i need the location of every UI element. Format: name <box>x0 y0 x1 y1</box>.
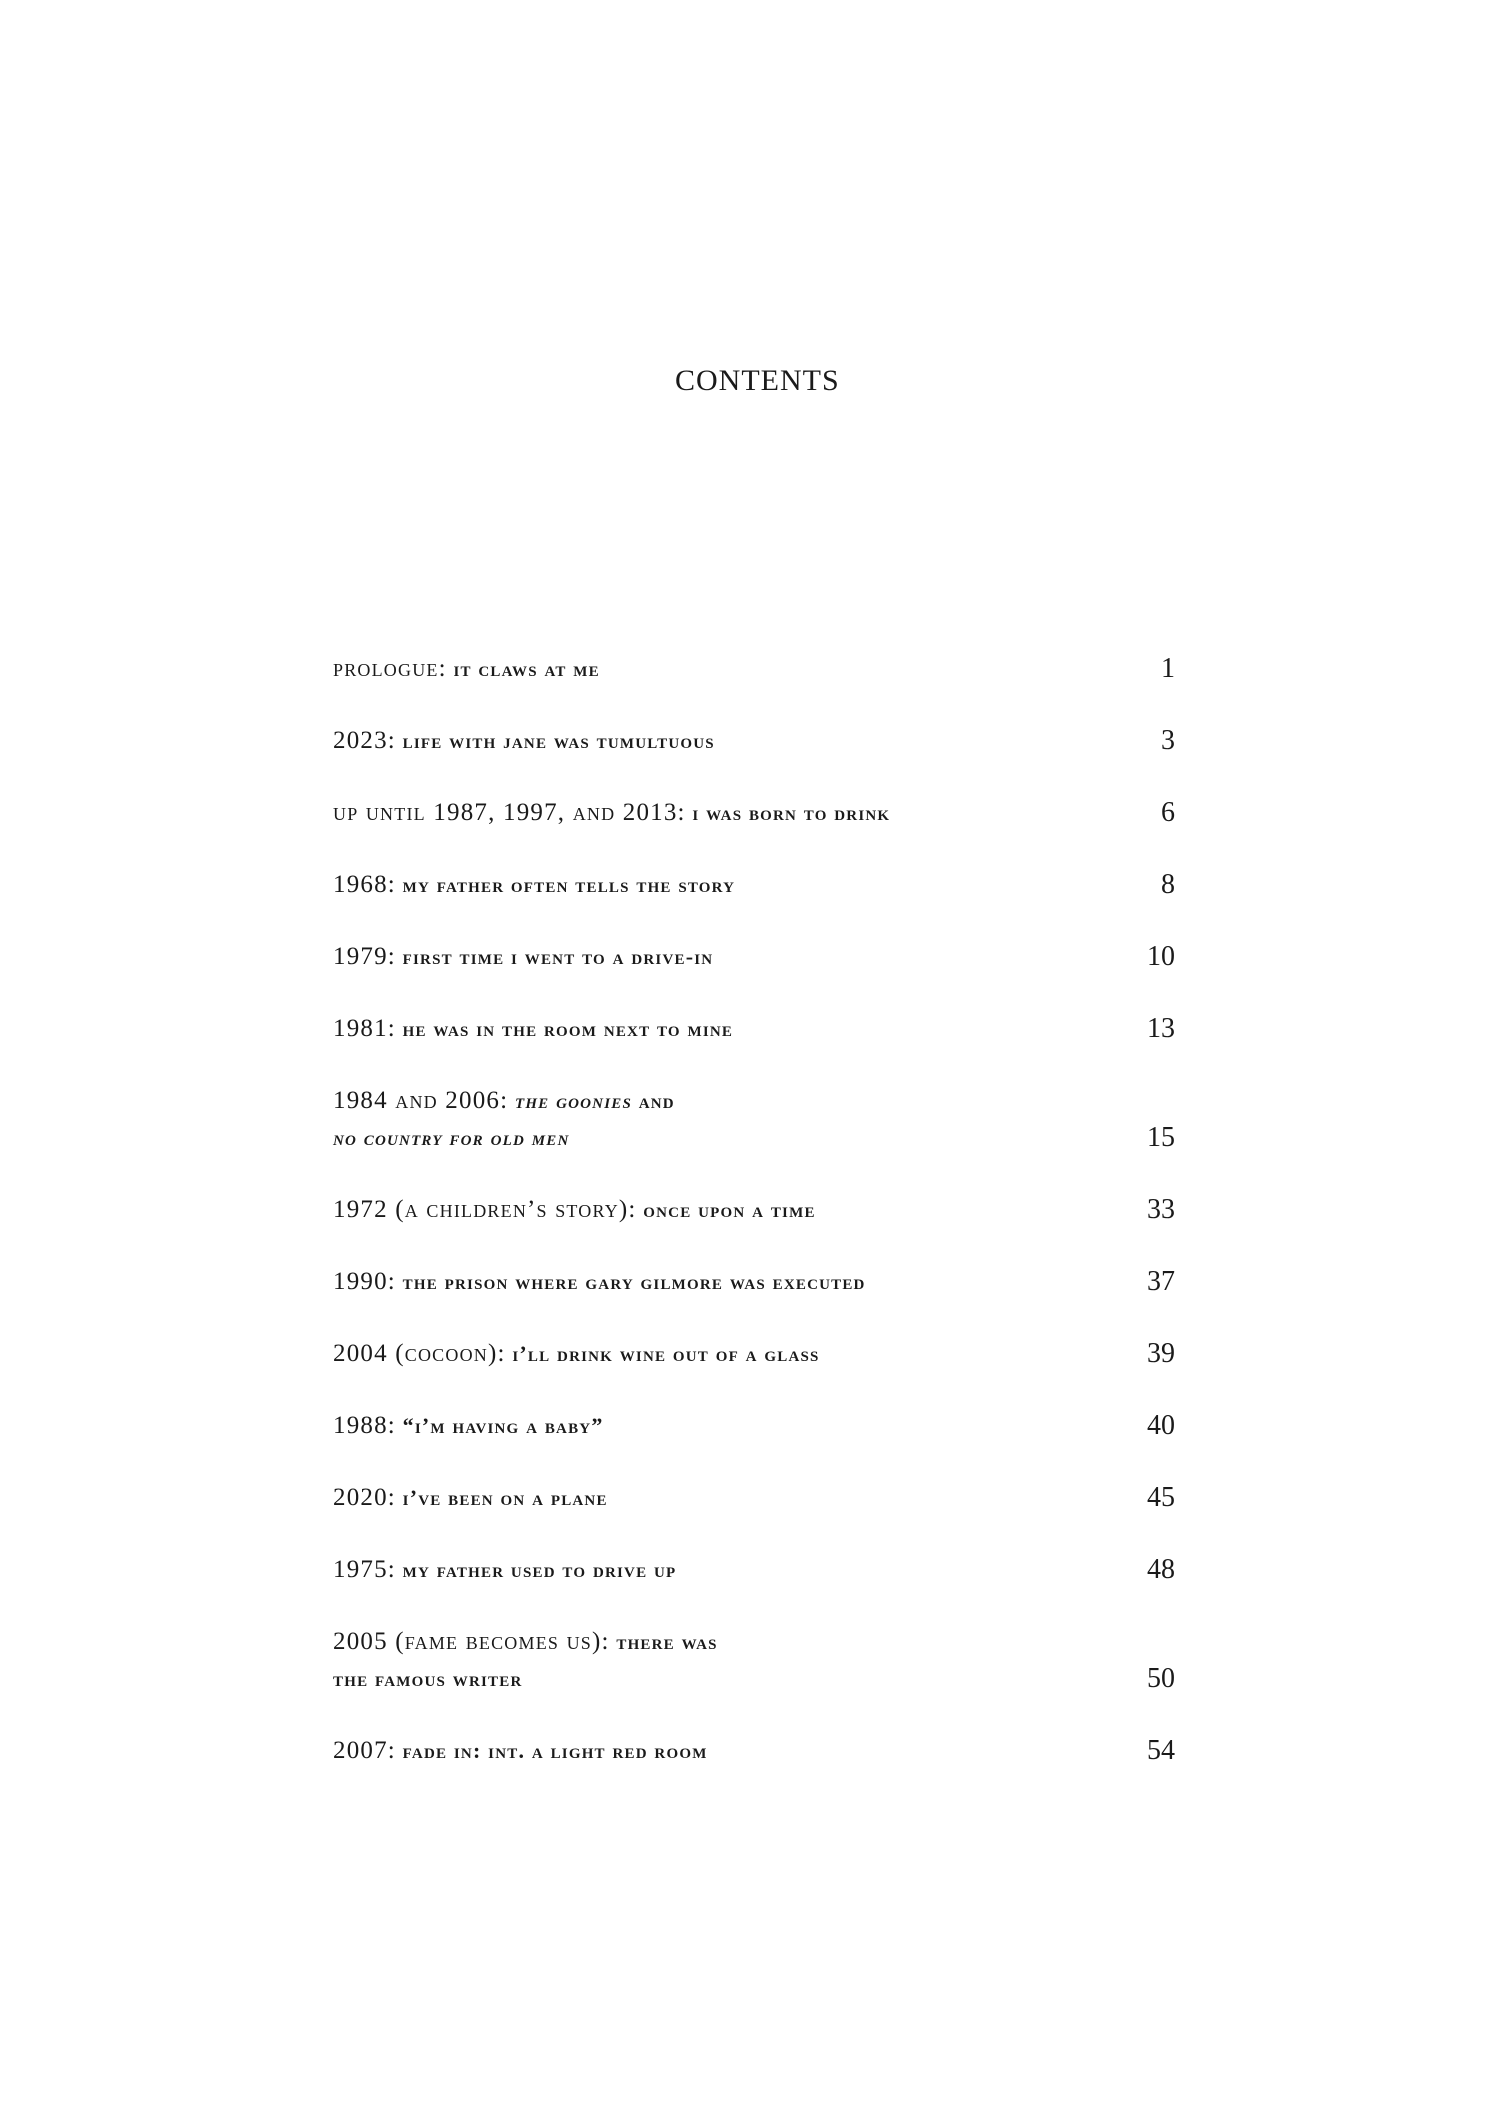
toc-entry[interactable] <box>333 1263 1175 1300</box>
toc-entry[interactable] <box>333 938 1175 975</box>
toc-entry-heading: life with jane was tumultuous <box>402 728 715 753</box>
toc-entry-heading: first time i went to a drive-in <box>402 944 714 969</box>
toc-entry[interactable] <box>333 1082 1175 1156</box>
toc-entry-title <box>333 650 1175 687</box>
toc-page-number: 10 <box>1147 941 1175 972</box>
toc-page-number: 45 <box>1147 1482 1175 1513</box>
page-title: CONTENTS <box>675 364 840 397</box>
toc-page-number: 3 <box>1161 725 1175 756</box>
toc-entry-lead: 2020: <box>333 1484 396 1511</box>
toc-page-number: 33 <box>1147 1194 1175 1225</box>
toc-entry-title <box>333 1623 1175 1660</box>
toc-entry-heading: the famous writer <box>333 1666 523 1691</box>
toc-page-number: 1 <box>1161 653 1175 684</box>
toc-entry-title <box>333 1551 1175 1588</box>
toc-entry[interactable] <box>333 1407 1175 1444</box>
toc-page-number: 15 <box>1147 1122 1175 1153</box>
toc-entry-heading: the prison where gary gilmore was executed <box>402 1269 866 1294</box>
toc-page-number: 50 <box>1147 1663 1175 1694</box>
toc-page-number: 8 <box>1161 869 1175 900</box>
toc-entry-title <box>333 1732 1175 1769</box>
toc-entry[interactable] <box>333 1551 1175 1588</box>
toc-entry-heading: it claws at me <box>453 656 600 681</box>
toc-entry-lead: 2007: <box>333 1737 396 1764</box>
toc-entry-title <box>333 1263 1175 1300</box>
toc-entry-lead: 1979: <box>333 943 396 970</box>
toc-entry-lead: 1988: <box>333 1412 396 1439</box>
toc-entry-italic-title: no country for old men <box>333 1125 570 1150</box>
toc-entry-heading: fade in: int. a light red room <box>402 1738 708 1763</box>
toc-entry[interactable] <box>333 1010 1175 1047</box>
toc-entry-title <box>333 794 1175 831</box>
toc-entry-heading: my father used to drive up <box>402 1557 677 1582</box>
toc-page-number: 6 <box>1161 797 1175 828</box>
toc-page-number: 40 <box>1147 1410 1175 1441</box>
toc-entry-italic-title: the goonies <box>514 1088 633 1113</box>
toc-entry-title <box>333 1010 1175 1047</box>
toc-entry[interactable] <box>333 722 1175 759</box>
toc-entry-title <box>333 938 1175 975</box>
toc-entry-lead: up until 1987, 1997, and 2013: <box>333 799 686 826</box>
toc-entry-heading: i’ll drink wine out of a glass <box>512 1341 820 1366</box>
toc-entry[interactable] <box>333 866 1175 903</box>
toc-entry-title <box>333 1479 1175 1516</box>
toc-entry-title-continued <box>333 1119 1175 1156</box>
toc-page-number: 39 <box>1147 1338 1175 1369</box>
toc-entry[interactable] <box>333 1191 1175 1228</box>
toc-entry-title <box>333 1191 1175 1228</box>
toc-page-number: 37 <box>1147 1266 1175 1297</box>
toc-entry-lead: 1984 and 2006: <box>333 1087 509 1114</box>
toc-entry[interactable] <box>333 650 1175 687</box>
toc-entry-lead: 1968: <box>333 871 396 898</box>
toc-entry-lead: 2004 (cocoon): <box>333 1340 506 1367</box>
toc-entry-title <box>333 1335 1175 1372</box>
toc-entry[interactable] <box>333 1732 1175 1769</box>
toc-entry-lead: 2023: <box>333 727 396 754</box>
toc-entry-lead: 1972 (a children’s story): <box>333 1196 637 1223</box>
toc-page-number: 13 <box>1147 1013 1175 1044</box>
toc-entry-heading: and <box>638 1088 675 1113</box>
toc-entry-heading: i’ve been on a plane <box>402 1485 608 1510</box>
toc-entry-lead: 1975: <box>333 1556 396 1583</box>
toc-entry[interactable] <box>333 1623 1175 1697</box>
toc-entry-heading: i was born to drink <box>692 800 891 825</box>
toc-entry-lead: 2005 (fame becomes us): <box>333 1628 610 1655</box>
toc-entry-title <box>333 866 1175 903</box>
toc-entry[interactable] <box>333 1335 1175 1372</box>
toc-entry-lead: prologue: <box>333 655 447 682</box>
toc-entry[interactable] <box>333 794 1175 831</box>
toc-entry-heading: my father often tells the story <box>402 872 736 897</box>
toc-entry-heading: “i’m having a baby” <box>402 1413 604 1438</box>
toc-entry-heading: he was in the room next to mine <box>402 1016 734 1041</box>
toc-entry-title <box>333 722 1175 759</box>
toc-entry-title <box>333 1082 1175 1119</box>
toc-page-number: 54 <box>1147 1735 1175 1766</box>
toc-entry-title-continued <box>333 1660 1175 1697</box>
toc-entry-title <box>333 1407 1175 1444</box>
toc-entry-heading: once upon a time <box>643 1197 816 1222</box>
toc-page-number: 48 <box>1147 1554 1175 1585</box>
toc-entry-lead: 1990: <box>333 1268 396 1295</box>
toc-entry-lead: 1981: <box>333 1015 396 1042</box>
toc-entry-heading: there was <box>616 1629 718 1654</box>
toc-entry[interactable] <box>333 1479 1175 1516</box>
